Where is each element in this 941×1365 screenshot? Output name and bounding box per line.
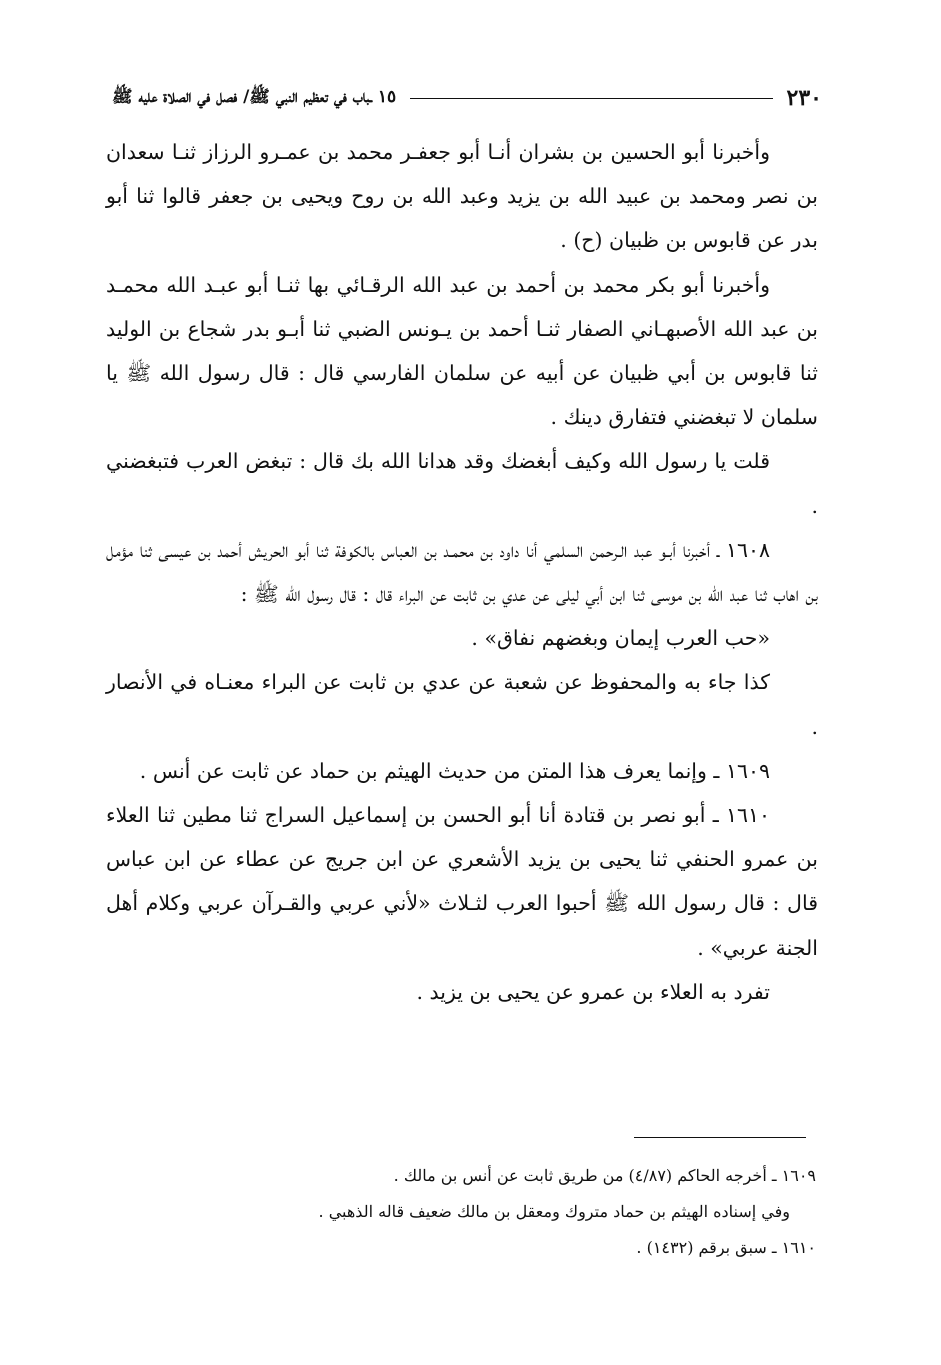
page-header bbox=[112, 78, 822, 118]
footnotes bbox=[150, 1158, 816, 1266]
paragraph-hadith-1610: ١٦١٠ ـ أبو نصر بن قتادة أنا أبو الحسن بن إسماعيل السراج ثنا مطين ثنا العلاء بن عمرو الحنفي ثنا يحيى بن يزيد الأشعري عن ابن جريج عن عطاء عن ابن عباس قال : قال رسول الله ﷺ أحبوا العرب لثـلاث «لأني عربي والقـرآن عربي وكلام أهل الجنة عربي» . bbox=[106, 803, 818, 960]
paragraph-hadith-text: قلت يا رسول الله وكيف أبغضك وقد هدانا الله بك قال : تبغض العرب فتبغضني . bbox=[106, 449, 818, 518]
footnote-rule bbox=[634, 1137, 806, 1138]
paragraph-isnad-2: وأخبرنا أبو بكر محمد بن أحمد بن عبد الله الرقـائي بها ثنـا أبو عبـد الله محمـد بن عبد الله الأصبهـاني الصفار ثنـا أحمد بن يـونس الضبي ثنا أبـو بدر شجاع بن الوليد ثنا قابوس بن أبي ظبيان عن أبيه عن سلمان الفارسي قال : قال رسول الله ﷺ يا سلمان لا تبغضني فتفارق دينك . bbox=[106, 272, 818, 430]
paragraph-hadith-1608: ١٦٠٨ ـ أخبرنا أبـو عبد الـرحمن السلمي أنا داود بن محمـد بن العباس بالكوفة ثنا أبو الحريش أحمد بن عيسى ثنا مؤمل بن اهاب ثنا عبد الله بن موسى ثنا ابن أبي ليلى عن عدي بن ثابت عن البراء قال : قال رسول الله ﷺ : bbox=[106, 537, 818, 607]
paragraph-hadith-1609: ١٦٠٩ ـ وإنما يعرف هذا المتن من حديث الهيثم بن حماد عن ثابت عن أنس . bbox=[139, 758, 770, 783]
footnote-1609-continued: وفي إسناده الهيثم بن حماد متروك ومعقل بن مالك ضعيف قاله الذهبي . bbox=[318, 1202, 790, 1221]
paragraph-comment-1610: تفرد به العلاء بن عمرو عن يحيى بن يزيد . bbox=[416, 979, 770, 1004]
page-number: ٢٣٠ bbox=[786, 85, 822, 111]
paragraph-hadith-1608-matn: «حب العرب إيمان وبغضهم نفاق» . bbox=[471, 626, 770, 651]
footnote-1610: ١٦١٠ ـ سبق برقم (١٤٣٢) . bbox=[636, 1238, 816, 1257]
paragraph-comment-1608: كذا جاء به والمحفوظ عن شعبة عن عدي بن ثابت عن البراء معنـاه في الأنصار . bbox=[106, 670, 818, 739]
main-text bbox=[106, 130, 818, 1014]
paragraph-isnad-1: وأخبرنا أبو الحسين بن بشران أنـا أبو جعفـر محمد بن عمـرو الرزاز ثنـا سعدان بن نصر ومحمد بن عبيد الله بن يزيد وعبد الله بن روح ويحيى بن جعفر قالوا ثنا أبو بدر عن قابوس بن ظبيان (ح) . bbox=[106, 140, 818, 253]
footnote-1609: ١٦٠٩ ـ أخرجه الحاكم (٤/٨٧) من طريق ثابت عن أنس بن مالك . bbox=[393, 1166, 816, 1185]
running-title: ١٥ ـباب في تعظيم النبي ﷺ/ فصل في الصلاة عليه ﷺ bbox=[112, 86, 397, 107]
header-rule bbox=[410, 98, 772, 99]
